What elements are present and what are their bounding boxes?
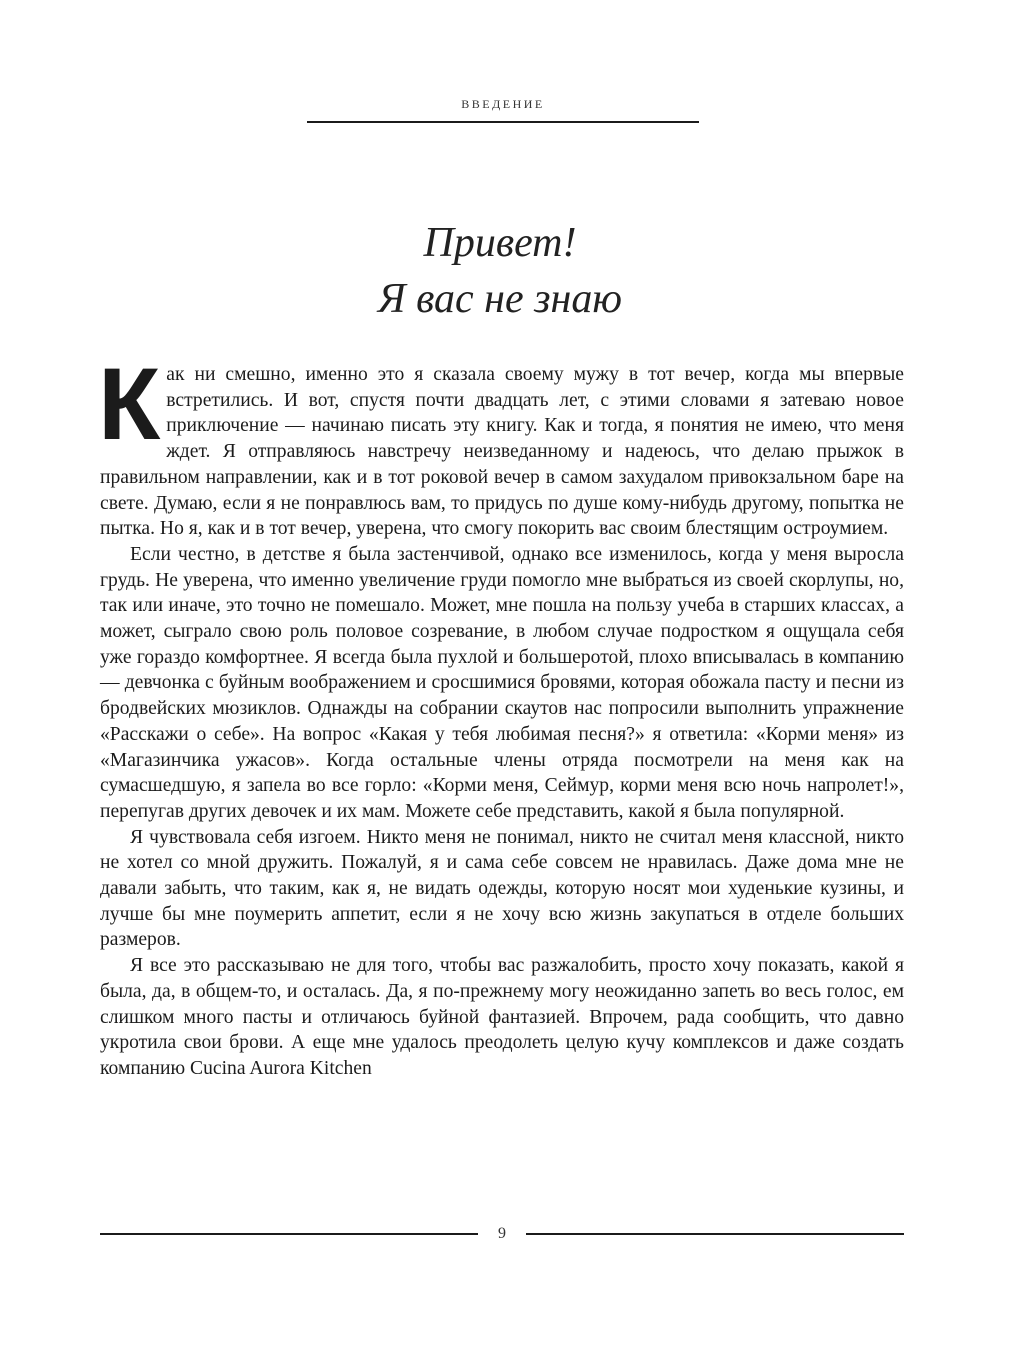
running-head — [307, 97, 699, 123]
paragraph-1-text: ак ни смешно, именно это я сказала своему мужу в тот вечер, когда мы впервые встретились. И вот, спустя почти двадцать лет, с этими словами я затеваю новое приключение — начинаю писать эту книгу. Как и тогда, я понятия не имею, что меня ждет. Я отправляюсь навстречу неизведанному и надеюсь, что делаю прыжок в правильном направлении, как и в тот роковой вечер в самом захудалом привокзальном баре на свете. Думаю, если я не понравлюсь вам, то придусь по душе кому-нибудь другому, попытка не пытка. Но я, как и в тот вечер, уверена, что смогу покорить вас своим блестящим остроумием. — [100, 364, 904, 540]
running-head-rule — [307, 121, 699, 123]
paragraph-2: Если честно, в детстве я была застенчивой, однако все изменилось, когда у меня выросла грудь. Не уверена, что именно увеличение груди помогло мне выбраться из своей скорлупы, но, так или иначе, это точно не помешало. Может, мне пошла на пользу учеба в старших классах, а может, сыграло свою роль половое созревание, в любом случае подростком я ощущала себя уже гораздо комфортнее. Я всегда была пухлой и большеротой, плохо вписывалась в компанию — девчонка с буйным воображением и сросшимися бровями, которая обожала пасту и песни из бродвейских мюзиклов. Однажды на собрании скаутов нас попросили выполнить упражнение «Расскажи о себе». На вопрос «Какая у тебя любимая песня?» я ответила: «Корми меня» из «Магазинчика ужасов». Когда остальные члены отряда посмотрели на меня как на сумасшедшую, я запела во все горло: «Корми меня, Сеймур, корми меня всю ночь напролет!», перепугав других девочек и их мам. Можете себе представить, какой я была популярной. — [100, 543, 904, 822]
page-number: 9 — [498, 1225, 506, 1242]
footer-rule-left — [100, 1233, 478, 1235]
footer-rule-right — [526, 1233, 904, 1235]
paragraph-1 — [98, 347, 904, 542]
chapter-title-line-2: Я вас не знаю — [377, 276, 622, 322]
paragraph-4: Я все это рассказываю не для того, чтобы вас разжалобить, просто хочу показать, какой я была, да, в общем-то, и осталась. Да, я по-прежнему могу неожиданно запеть во весь голос, ем слишком много пасты и отличаюсь буйной фантазией. Впрочем, рада сообщить, что давно укротила свои брови. А еще мне удалось преодолеть целую кучу комплексов и даже создать компанию Cucina Aurora Kitchen — [100, 955, 904, 1079]
chapter-title-line-1: Привет! — [423, 220, 577, 266]
paragraph-3: Я чувствовала себя изгоем. Никто меня не понимал, никто не считал меня классной, никто не хотел со мной дружить. Пожалуй, я и сама себе совсем не нравилась. Даже дома мне не давали забыть, что таким, как я, не видать одежды, которую носят мои худенькие кузины, и лучше бы мне поумерить аппетит, если я не хочу всю жизнь закупаться в отделе больших размеров. — [100, 826, 904, 951]
page-footer — [100, 1224, 904, 1244]
chapter-title — [0, 215, 1000, 327]
running-head-label: ВВЕДЕНИЕ — [461, 97, 545, 111]
drop-cap: К — [98, 347, 161, 461]
body-text — [98, 347, 904, 1082]
